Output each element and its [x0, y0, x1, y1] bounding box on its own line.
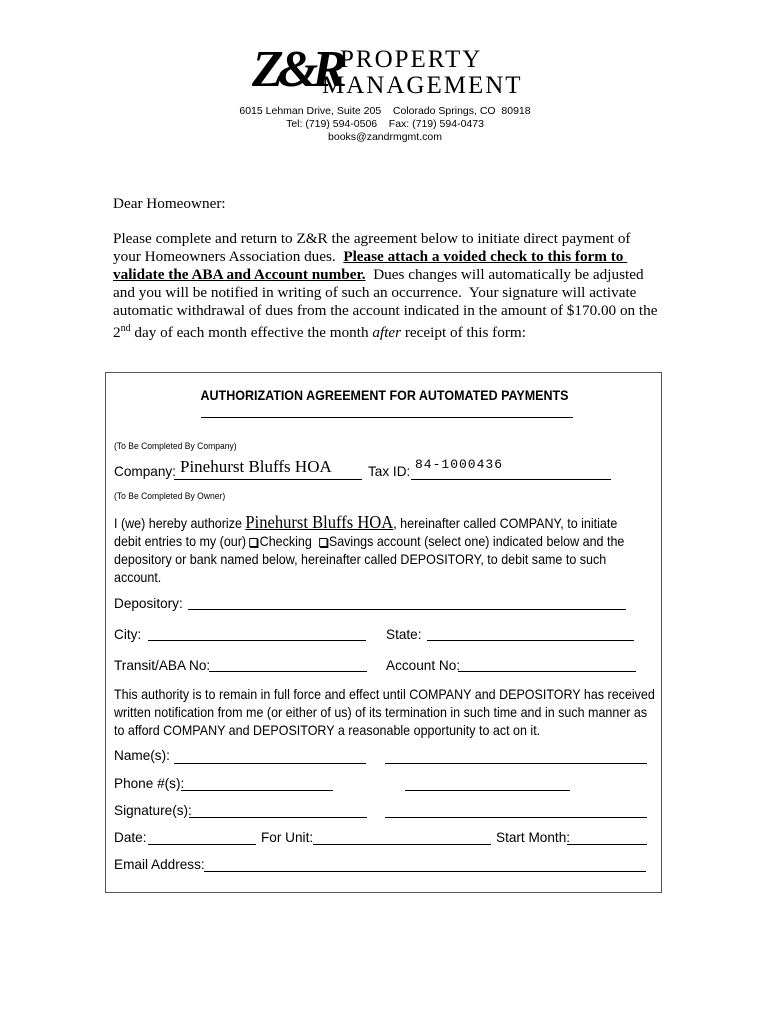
intro-text-2: Dues changes will automatically be adjusted and you will be notified in writing of such an occurrence. Your signature will activate automatic withdrawal of dues from the account indicated in the amount of $170.00 on the 2 [113, 266, 662, 342]
tax-id-value: 84-1000436 [415, 457, 504, 472]
authority-paragraph: This authority is to remain in full force and effect until COMPANY and DEPOSITORY has received written notification from me (or either of us) of its termination in such time and in such manner as to afford COMPANY and DEPOSITORY a reasonable opportunity to act on it. [114, 687, 655, 738]
letter-body [113, 195, 662, 342]
intro-italic: after [372, 324, 402, 342]
authorize-prefix: I (we) hereby authorize [114, 516, 246, 531]
checking-checkbox[interactable] [250, 538, 258, 547]
date-label: Date: [114, 830, 147, 845]
name-field-1[interactable] [174, 763, 366, 764]
city-field[interactable] [148, 640, 366, 641]
start-month-label: Start Month: [496, 830, 571, 845]
transit-aba-field[interactable] [209, 671, 367, 672]
account-number-label: Account No: [386, 658, 461, 673]
intro-text-3: day of each month effective the month [130, 324, 373, 342]
company-label: Company: [114, 464, 176, 479]
form-title-rule [201, 417, 573, 418]
tax-id-label: Tax ID: [368, 464, 411, 479]
company-section-note: (To Be Completed By Company) [114, 441, 237, 452]
phone-label: Phone #(s): [114, 776, 185, 791]
logo-text-management: MANAGEMENT [322, 72, 523, 99]
phone-field-2[interactable] [405, 790, 570, 791]
logo-monogram: Z&R [252, 41, 341, 98]
depository-field[interactable] [188, 609, 626, 610]
intro-paragraph [113, 230, 662, 342]
unit-label: For Unit: [261, 830, 314, 845]
email-field[interactable] [204, 871, 646, 872]
savings-checkbox[interactable] [319, 538, 327, 547]
name-field-2[interactable] [385, 763, 647, 764]
company-value: Pinehurst Bluffs HOA [180, 457, 332, 476]
intro-bold-instruction: Please attach a voided check to this form to validate the ABA and Account number. [113, 248, 628, 283]
owner-section-note: (To Be Completed By Owner) [114, 491, 226, 502]
authorize-company-value: Pinehurst Bluffs HOA [245, 512, 394, 532]
city-label: City: [114, 627, 142, 642]
date-field[interactable] [148, 844, 256, 845]
phone-field-1[interactable] [181, 790, 333, 791]
unit-field[interactable] [313, 844, 491, 845]
names-label: Name(s): [114, 748, 170, 763]
auth-line4: account. [114, 570, 162, 585]
tax-id-field[interactable] [411, 479, 611, 480]
signature-field-2[interactable] [385, 817, 647, 818]
authorize-suffix: , hereinafter called COMPANY, to initiate [393, 516, 618, 531]
greeting: Dear Homeowner: [113, 195, 226, 212]
savings-label: Savings account (select one) indicated below and the [328, 534, 625, 549]
intro-text-1: Please complete and return to Z&R the agreement below to initiate direct payment of your Homeowners Association dues. [113, 230, 635, 265]
intro-superscript: nd [120, 323, 131, 334]
start-month-field[interactable] [567, 844, 647, 845]
logo-text-property: PROPERTY [340, 46, 483, 73]
company-address-block [0, 105, 770, 144]
depository-label: Depository: [114, 596, 183, 611]
authorization-form [105, 372, 662, 893]
signature-label: Signature(s): [114, 803, 192, 818]
transit-aba-label: Transit/ABA No: [114, 658, 211, 673]
state-field[interactable] [427, 640, 634, 641]
account-number-field[interactable] [458, 671, 636, 672]
company-field[interactable] [174, 479, 362, 480]
auth-line2-prefix: debit entries to my (our) [114, 534, 250, 549]
email-label: Email Address: [114, 857, 205, 872]
signature-field-1[interactable] [189, 817, 367, 818]
authorization-statement [114, 512, 625, 587]
company-address: 6015 Lehman Drive, Suite 205 Colorado Springs, CO 80918 [239, 105, 531, 117]
company-logo [252, 40, 542, 100]
auth-line3: depository or bank named below, hereinafter called DEPOSITORY, to debit same to such [114, 552, 607, 567]
state-label: State: [386, 627, 422, 642]
form-title: AUTHORIZATION AGREEMENT FOR AUTOMATED PAYMENTS [200, 388, 569, 403]
checking-label: Checking [259, 534, 312, 549]
company-phone-fax: Tel: (719) 594-0506 Fax: (719) 594-0473 [286, 118, 484, 130]
company-email: books@zandrmgmt.com [328, 131, 442, 143]
intro-text-4: receipt of this form: [401, 324, 526, 342]
